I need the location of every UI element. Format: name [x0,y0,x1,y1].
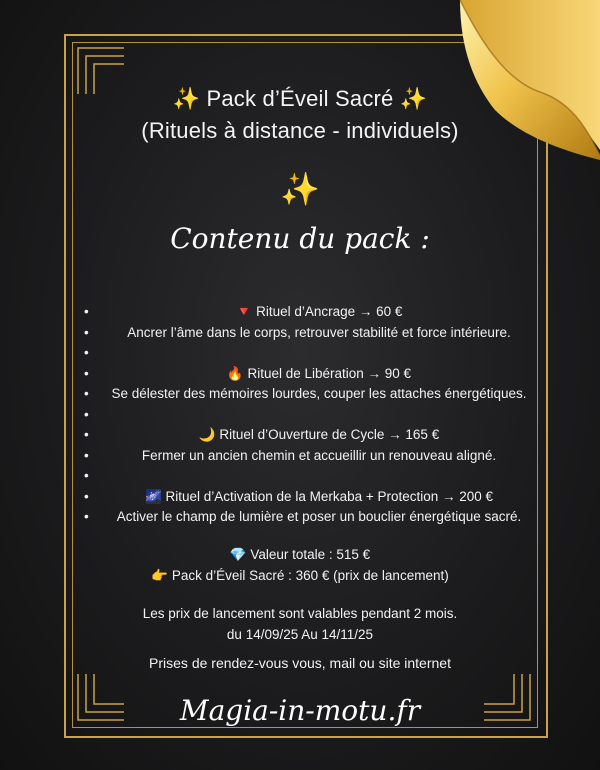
list-item: • 🌌 Rituel d’Activation de la Merkaba + Protection → 200 € [84,488,494,504]
list-item: • Fermer un ancien chemin et accueillir un renouveau aligné. [84,447,497,463]
section-title: Contenu du pack : [170,222,430,255]
total-value: 💎 Valeur totale : 515 € [229,547,371,562]
launch-note [0,603,600,645]
launch-note-dates: du 14/09/25 Au 14/11/25 [226,627,374,642]
contact-info: Prises de rendez-vous vous, mail ou site internet [149,655,451,671]
pack-subtitle: (Rituels à distance - individuels) [141,118,459,143]
price-summary [0,544,600,586]
pack-price: 👉 Pack d’Éveil Sacré : 360 € (prix de lancement) [151,568,449,583]
list-item: • 🌙 Rituel d’Ouverture de Cycle → 165 € [84,427,440,442]
sparkle-icon: ✨ [280,171,320,207]
list-item: • 🔻 Rituel d’Ancrage → 60 € [84,304,403,319]
list-item: • Se délester des mémoires lourdes, couper les attaches énergétiques. [84,386,527,401]
list-item: • [84,406,89,422]
list-item: • Activer le champ de lumière et poser un bouclier énergétique sacré. [84,509,522,524]
pack-title: ✨ Pack d’Éveil Sacré ✨ [172,86,428,111]
list-item: • [84,468,89,483]
list-item: • [84,345,89,360]
launch-note-line1: Les prix de lancement sont valables pendant 2 mois. [142,606,458,621]
website-signature: Magia-in-motu.fr [179,694,421,727]
ritual-list [84,302,544,528]
list-item: • 🔥 Rituel de Libération → 90 € [84,365,412,381]
list-item: • Ancrer l’âme dans le corps, retrouver stabilité et force intérieure. [84,324,511,340]
